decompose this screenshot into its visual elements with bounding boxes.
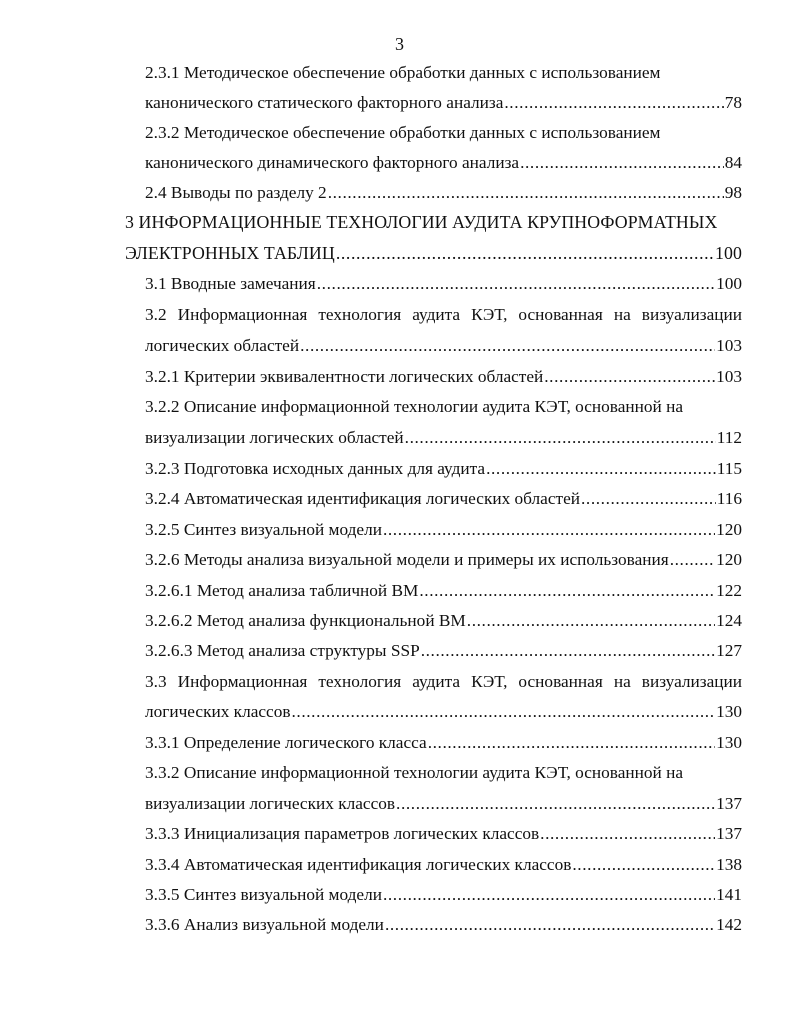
dot-leader xyxy=(396,793,715,815)
toc-entry-title: 3.3.4 Автоматическая идентификация логических классов xyxy=(145,855,572,874)
toc-page-number: 120 xyxy=(716,550,742,569)
dot-leader xyxy=(670,549,715,571)
toc-entry-3-3-2-line1: 3.3.2 Описание информационной технологии аудита КЭТ, основанной на xyxy=(145,763,684,782)
toc-entry-title: 3.3.1 Определение логического класса xyxy=(145,733,427,752)
toc-entry-2-3-2-line1: 2.3.2 Методическое обеспечение обработки данных с использованием xyxy=(145,123,661,142)
toc-entry-3-line1: 3 ИНФОРМАЦИОННЫЕ ТЕХНОЛОГИИ АУДИТА КРУПНОФОРМАТНЫХ xyxy=(125,212,718,232)
toc-entry-3-1[interactable] xyxy=(145,273,742,295)
toc-entry-title: 3.3.3 Инициализация параметров логических классов xyxy=(145,824,540,843)
toc-page-number: 112 xyxy=(716,428,742,447)
dot-leader xyxy=(419,580,715,602)
toc-page-number: 122 xyxy=(716,581,742,600)
dot-leader xyxy=(428,732,715,754)
dot-leader xyxy=(405,427,716,449)
toc-entry-2-4[interactable] xyxy=(145,182,742,204)
toc-page-number: 141 xyxy=(716,885,742,904)
toc-page-number: 138 xyxy=(716,855,742,874)
toc-entry-3-2-3[interactable] xyxy=(145,458,742,480)
toc-entry-title: 3.2.1 Критерии эквивалентности логических областей xyxy=(145,367,544,386)
toc-entry-title: визуализации логических классов xyxy=(145,794,396,813)
toc-entry-3-3-line1: 3.3 Информационная технология аудита КЭТ, основанная на визуализации xyxy=(145,672,742,691)
toc-entry-3[interactable] xyxy=(125,242,742,264)
dot-leader xyxy=(581,488,716,510)
toc-page-number: 100 xyxy=(715,243,742,263)
toc-entry-3-2[interactable] xyxy=(145,335,742,357)
toc-page-number: 124 xyxy=(716,611,742,630)
toc-entry-title: 3.2.6.1 Метод анализа табличной ВМ xyxy=(145,581,419,600)
dot-leader xyxy=(504,92,723,114)
dot-leader xyxy=(383,519,715,541)
toc-entry-3-2-2[interactable] xyxy=(145,427,742,449)
toc-entry-title: 3.2.6 Методы анализа визуальной модели и примеры их использования xyxy=(145,550,669,569)
toc-entry-title: канонического динамического факторного анализа xyxy=(145,153,520,172)
toc-page-number: 78 xyxy=(724,93,742,112)
toc-entry-3-2-line1: 3.2 Информационная технология аудита КЭТ, основанная на визуализации xyxy=(145,305,742,324)
dot-leader xyxy=(328,182,724,204)
toc-entry-title: 3.2.4 Автоматическая идентификация логических областей xyxy=(145,489,580,508)
toc-entry-3-3-3[interactable] xyxy=(145,823,742,845)
toc-entry-2-3-2[interactable] xyxy=(145,152,742,174)
toc-entry-3-3-6[interactable] xyxy=(145,914,742,936)
toc-entry-3-3-4[interactable] xyxy=(145,854,742,876)
dot-leader xyxy=(467,610,715,632)
toc-entry-2-3-1[interactable] xyxy=(145,92,742,114)
toc-page-number: 130 xyxy=(716,702,742,721)
toc-entry-title: 3.3.5 Синтез визуальной модели xyxy=(145,885,382,904)
toc-page-number: 137 xyxy=(716,824,742,843)
toc-entry-3-3[interactable] xyxy=(145,701,742,723)
toc-entry-title: логических классов xyxy=(145,702,291,721)
toc-page-number: 115 xyxy=(716,459,742,478)
dot-leader xyxy=(486,458,716,480)
dot-leader xyxy=(292,701,716,723)
toc-entry-3-2-2-line1: 3.2.2 Описание информационной технологии аудита КЭТ, основанной на xyxy=(145,397,684,416)
page-number: 3 xyxy=(395,34,404,54)
toc-entry-3-2-6-1[interactable] xyxy=(145,580,742,602)
toc-page-number: 98 xyxy=(724,183,742,202)
toc-entry-2-3-1-line1: 2.3.1 Методическое обеспечение обработки данных с использованием xyxy=(145,63,661,82)
toc-entry-3-3-1[interactable] xyxy=(145,732,742,754)
toc-page-number: 84 xyxy=(724,153,742,172)
toc-entry-title: ЭЛЕКТРОННЫХ ТАБЛИЦ xyxy=(125,243,335,263)
toc-page-number: 130 xyxy=(716,733,742,752)
toc-entry-title: 3.2.6.2 Метод анализа функциональной ВМ xyxy=(145,611,466,630)
toc-entry-title: 3.2.5 Синтез визуальной модели xyxy=(145,520,382,539)
toc-entry-3-2-5[interactable] xyxy=(145,519,742,541)
toc-entry-3-2-1[interactable] xyxy=(145,366,742,388)
toc-entry-title: 3.2.3 Подготовка исходных данных для аудита xyxy=(145,459,486,478)
toc-page-number: 127 xyxy=(716,641,742,660)
dot-leader xyxy=(421,640,715,662)
toc-entry-title: логических областей xyxy=(145,336,300,355)
toc-page-number: 103 xyxy=(716,336,742,355)
dot-leader xyxy=(300,335,715,357)
toc-entry-title: 2.4 Выводы по разделу 2 xyxy=(145,183,327,202)
dot-leader xyxy=(383,884,715,906)
toc-entry-3-2-6-3[interactable] xyxy=(145,640,742,662)
toc-entry-3-2-6-2[interactable] xyxy=(145,610,742,632)
toc-entry-3-3-5[interactable] xyxy=(145,884,742,906)
toc-page-number: 103 xyxy=(716,367,742,386)
dot-leader xyxy=(385,914,715,936)
toc-entry-3-2-4[interactable] xyxy=(145,488,742,510)
toc-entry-3-3-2[interactable] xyxy=(145,793,742,815)
toc-entry-title: 3.1 Вводные замечания xyxy=(145,274,316,293)
toc-page-number: 120 xyxy=(716,520,742,539)
toc-entry-3-2-6[interactable] xyxy=(145,549,742,571)
dot-leader xyxy=(544,366,715,388)
toc-page-number: 142 xyxy=(716,915,742,934)
toc-page-number: 100 xyxy=(716,274,742,293)
toc-entry-title: 3.2.6.3 Метод анализа структуры SSP xyxy=(145,641,420,660)
toc-entry-title: 3.3.6 Анализ визуальной модели xyxy=(145,915,384,934)
dot-leader xyxy=(336,242,714,264)
dot-leader xyxy=(520,152,724,174)
toc-page-number: 116 xyxy=(716,489,742,508)
toc-entry-title: канонического статического факторного анализа xyxy=(145,93,504,112)
dot-leader xyxy=(540,823,715,845)
dot-leader xyxy=(572,854,715,876)
dot-leader xyxy=(317,273,715,295)
toc-page-number: 137 xyxy=(716,794,742,813)
toc-entry-title: визуализации логических областей xyxy=(145,428,404,447)
